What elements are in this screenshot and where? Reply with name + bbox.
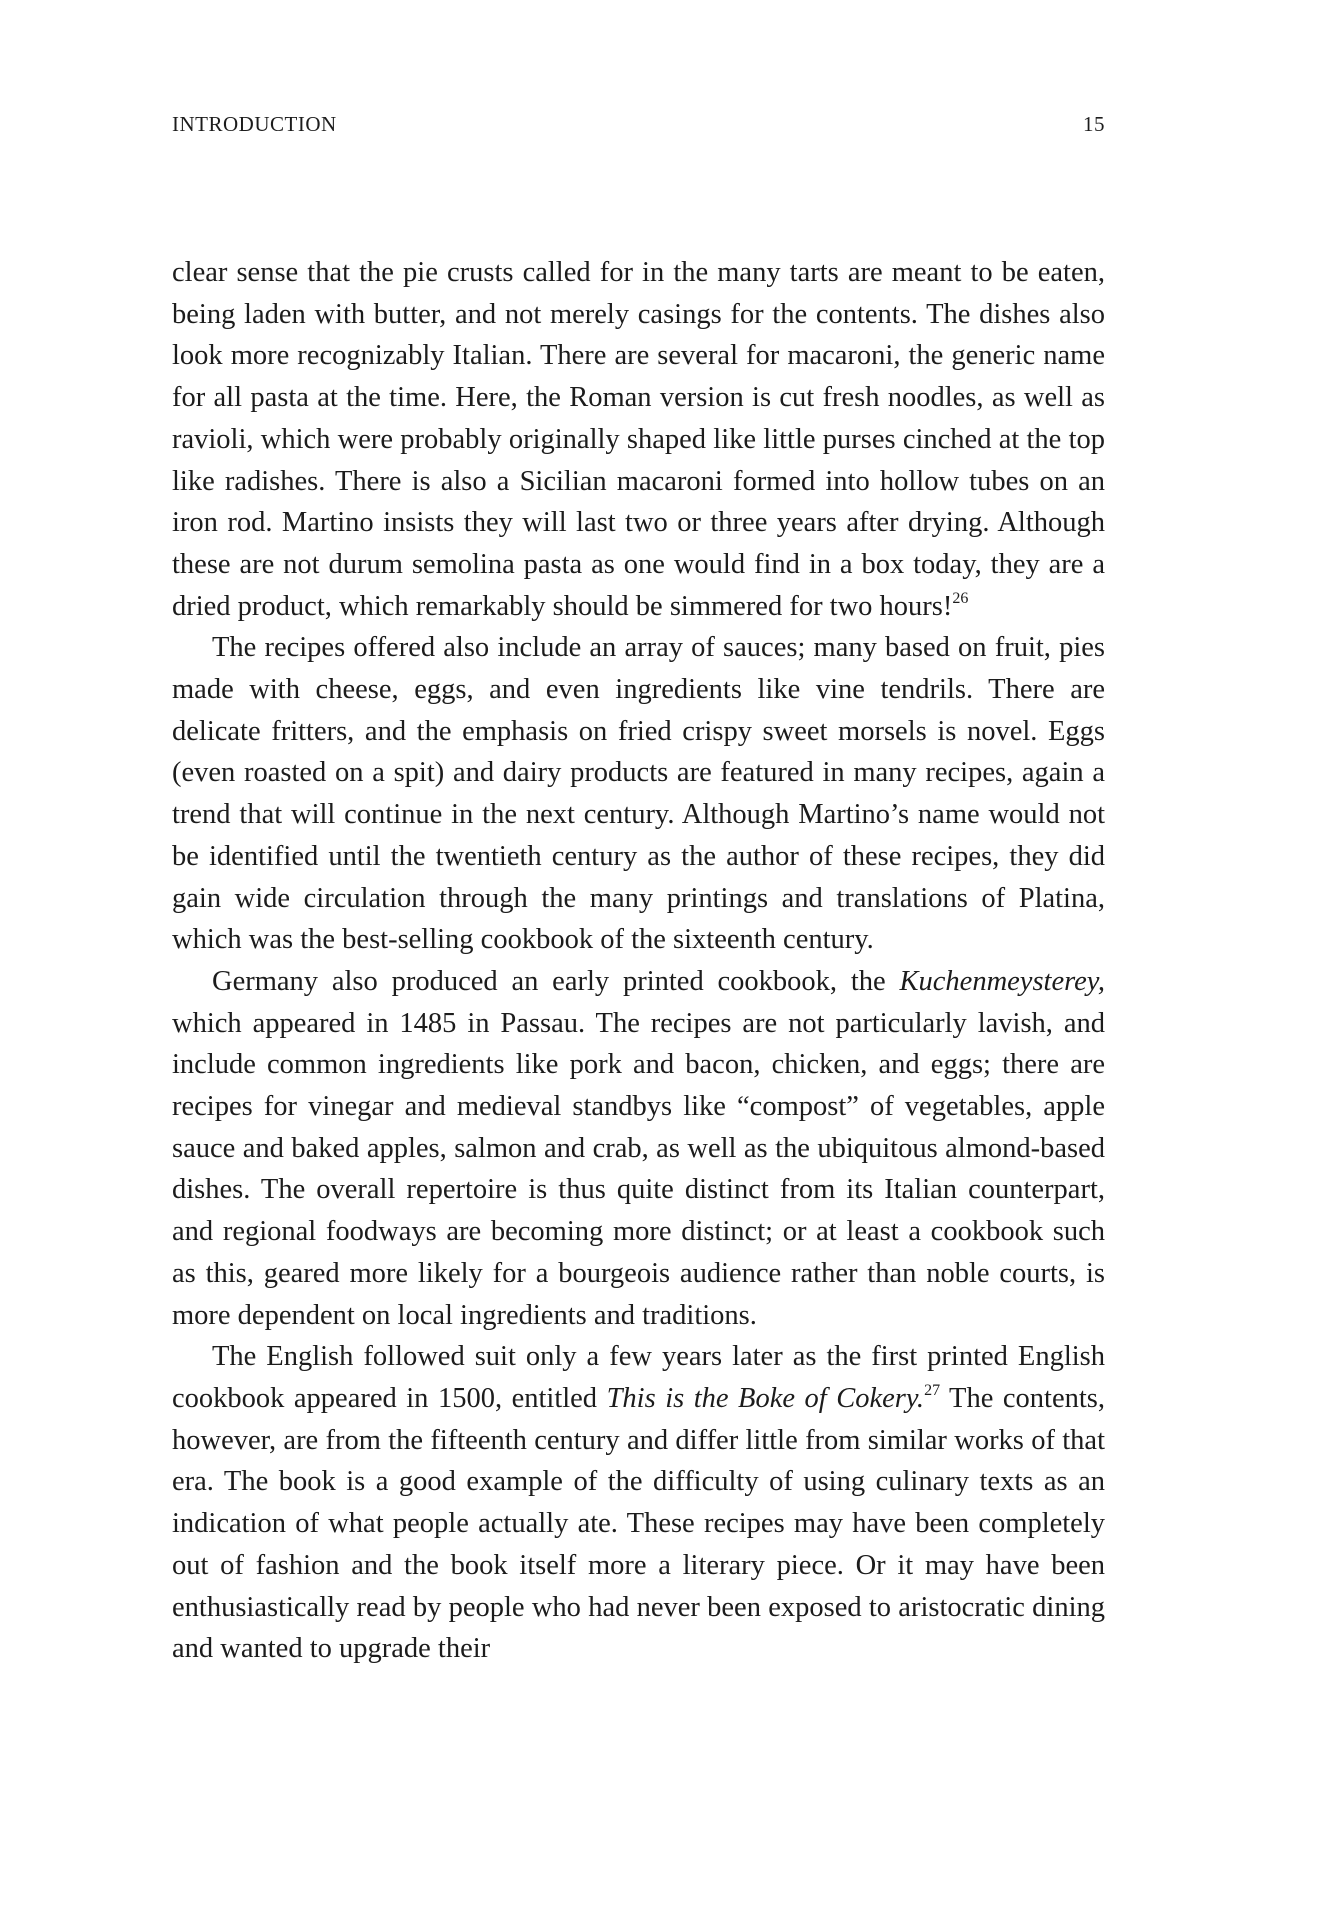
paragraph-4 <box>172 1336 1105 1670</box>
page-number: 15 <box>1083 112 1105 136</box>
body-text <box>172 252 1105 1670</box>
footnote-ref-27: 27 <box>924 1381 941 1399</box>
paragraph-1 <box>172 252 1105 627</box>
paragraph-text: which appeared in 1485 in Passau. The recipes are not particularly lavish, and include common ingredients like pork and bacon, chicken, and eggs; there are recipes for vinegar and medieval standbys like “compost” of vegetables, apple sauce and baked apples, salmon and crab, as well as the ubiquitous almond-based dishes. The overall repertoire is thus quite distinct from its Italian counterpart, and regional foodways are becoming more distinct; or at least a cookbook such as this, geared more likely for a bourgeois audience rather than noble courts, is more dependent on local ingredients and traditions. <box>172 1007 1105 1331</box>
paragraph-text: The recipes offered also include an array of sauces; many based on fruit, pies made with cheese, eggs, and even ingredients like vine tendrils. There are delicate fritters, and the emphasis on fried crispy sweet morsels is novel. Eggs (even roasted on a spit) and dairy products are featured in many recipes, again a trend that will continue in the next century. Although Martino’s name would not be identified until the twentieth century as the author of these recipes, they did gain wide circulation through the many printings and translations of Platina, which was the best-selling cookbook of the sixteenth century. <box>172 632 1105 956</box>
paragraph-text: The contents, however, are from the fifteenth century and differ little from similar works of that era. The book is a good example of the difficulty of using culinary texts as an indication of what people actually ate. These recipes may have been completely out of fashion and the book itself more a literary piece. Or it may have been enthusiastically read by people who had never been exposed to aristocratic dining and wanted to upgrade their <box>172 1382 1105 1665</box>
paragraph-2 <box>172 627 1105 961</box>
book-title-boke-of-cokery: This is the Boke of Cokery. <box>606 1382 925 1414</box>
running-head <box>172 112 1105 140</box>
paragraph-text: Germany also produced an early printed cookbook, the <box>212 965 900 997</box>
paragraph-3 <box>172 961 1105 1336</box>
paragraph-text: clear sense that the pie crusts called for in the many tarts are meant to be eaten, being laden with butter, and not merely casings for the contents. The dishes also look more recognizably Italian. There are several for macaroni, the generic name for all pasta at the time. Here, the Roman version is cut fresh noodles, as well as ravioli, which were probably originally shaped like little purses cinched at the top like radishes. There is also a Sicilian macaroni formed into hollow tubes on an iron rod. Martino insists they will last two or three years after drying. Although these are not durum semolina pasta as one would find in a box today, they are a dried product, which remarkably should be simmered for two hours! <box>172 257 1105 622</box>
running-title: INTRODUCTION <box>172 112 337 136</box>
footnote-ref-26: 26 <box>952 589 969 607</box>
paragraph-text: The English followed suit only a few years later as the first printed English cookbook appeared in 1500, entitled <box>172 1341 1105 1414</box>
book-title-kuchenmeysterey: Kuchenmeysterey, <box>899 965 1105 997</box>
